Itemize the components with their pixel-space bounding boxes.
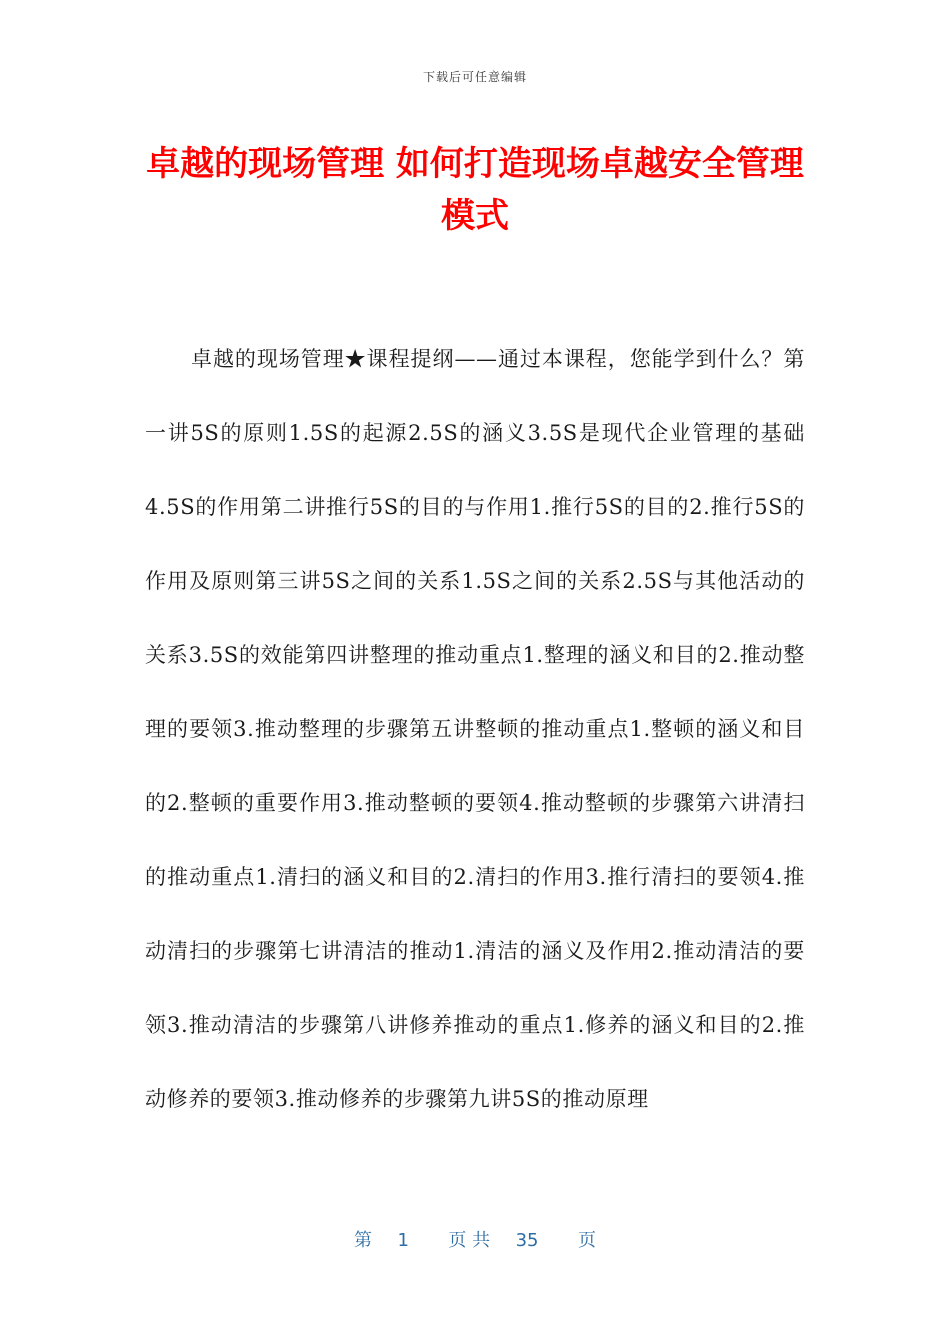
document-title: 卓越的现场管理 如何打造现场卓越安全管理模式 <box>146 144 804 236</box>
footer-prefix: 第 <box>354 1230 373 1251</box>
footer-middle: 页 共 <box>448 1230 491 1251</box>
footer-total-pages: 35 <box>515 1230 539 1251</box>
document-body: 卓越的现场管理★课程提纲——通过本课程，您能学到什么？第一讲5S的原则1.5S的起源2.5S的涵义3.5S是现代企业管理的基础4.5S的作用第二讲推行5S的目的与作用1.推行5S的目的2.推行5S的作用及原则第三讲5S之间的关系1.5S之间的关系2.5S与其他活动的关系3.5S的效能第四讲整理的推动重点1.整理的涵义和目的2.推动整理的要领3.推动整理的步骤第五讲整顿的推动重点1.整顿的涵义和目的2.整顿的重要作用3.推动整顿的要领4.推动整顿的步骤第六讲清扫的推动重点1.清扫的涵义和目的2.清扫的作用3.推行清扫的要领4.推动清扫的步骤第七讲清洁的推动1.清洁的涵义及作用2.推动清洁的要领3.推动清洁的步骤第八讲修养推动的重点1.修养的涵义和目的2.推动修养的要领3.推动修养的步骤第九讲5S的推动原理 <box>145 347 805 1111</box>
header-note: 下载后可任意编辑 <box>422 70 527 84</box>
footer-suffix: 页 <box>577 1230 596 1251</box>
page-footer <box>0 1226 950 1252</box>
footer-page-number: 1 <box>397 1230 409 1251</box>
